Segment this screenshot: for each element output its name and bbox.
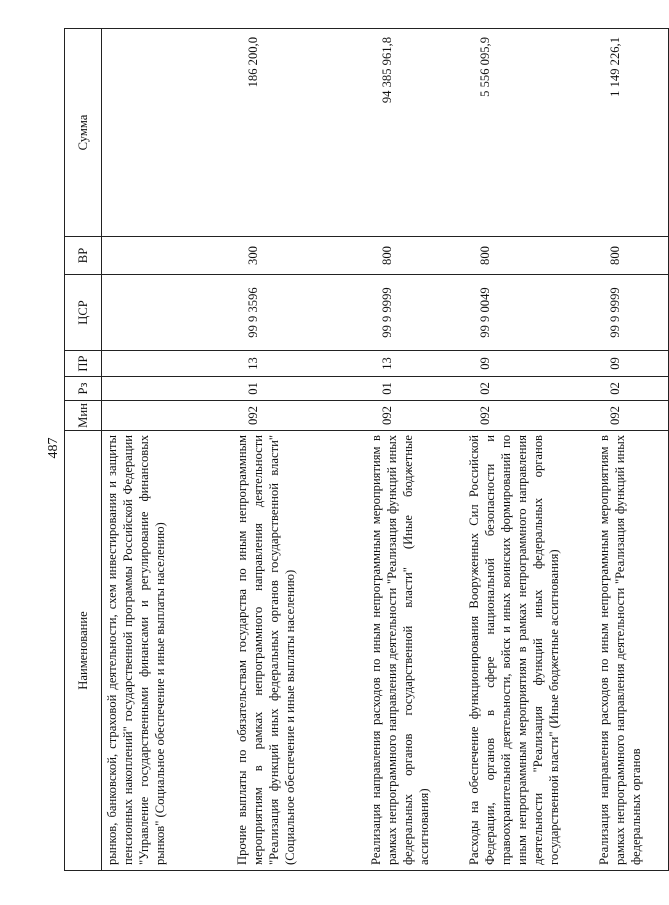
- row-vr: 800: [464, 237, 594, 275]
- row-sum: [102, 29, 233, 237]
- row-min: 092: [594, 401, 669, 431]
- row-min: 092: [366, 401, 464, 431]
- row-name: Расходы на обеспечение функционирования Вооруженных Сил Российской Федерации, органов в сфере национальной безопасности и правоохранительной деятельности, войск и иных воинских формирований по иным непрограммным мероприятиям в рамках непрограммного направления деятельности "Реализация функций иных федеральных органов государственной власти" (Иные бюджетные ассигнования): [464, 431, 594, 871]
- row-pr: 09: [594, 351, 669, 377]
- row-pr: 09: [464, 351, 594, 377]
- row-min: 092: [464, 401, 594, 431]
- table-row: [594, 29, 669, 871]
- row-csr: 99 9 9999: [366, 275, 464, 351]
- header-sum: Сумма: [65, 29, 102, 237]
- header-name: Наименование: [65, 431, 102, 871]
- row-min: 092: [232, 401, 366, 431]
- row-rz: 02: [464, 377, 594, 401]
- row-min: [102, 401, 233, 431]
- table-row: [232, 29, 366, 871]
- page-number: 487: [46, 437, 61, 459]
- row-csr: 99 9 0049: [464, 275, 594, 351]
- header-pr: ПР: [65, 351, 102, 377]
- row-name: рынков, банковской, страховой деятельности, схем инвестирования и защиты пенсионных накоплений" государственной программы Российской Федерации "Управление государственными финансами и регулирование финансовых рынков" (Социальное обеспечение и иные выплаты населению): [102, 431, 233, 871]
- header-rz: Рз: [65, 377, 102, 401]
- row-sum: 94 385 961,8: [366, 29, 464, 237]
- header-min: Мин: [65, 401, 102, 431]
- row-vr: [102, 237, 233, 275]
- row-sum: 1 149 226,1: [594, 29, 669, 237]
- row-sum: 186 200,0: [232, 29, 366, 237]
- row-csr: 99 9 3596: [232, 275, 366, 351]
- table-row: [102, 29, 233, 871]
- budget-table: [64, 28, 669, 871]
- table-row: [464, 29, 594, 871]
- row-pr: 13: [232, 351, 366, 377]
- row-pr: [102, 351, 233, 377]
- row-vr: 800: [594, 237, 669, 275]
- row-rz: 01: [232, 377, 366, 401]
- row-name: Прочие выплаты по обязательствам государства по иным непрограммным мероприятиям в рамках непрограммного направления деятельности "Реализация функций иных федеральных органов государственной власти" (Социальное обеспечение и иные выплаты населению): [232, 431, 366, 871]
- budget-table-wrapper: [64, 29, 643, 871]
- header-vr: ВР: [65, 237, 102, 275]
- row-rz: 02: [594, 377, 669, 401]
- header-csr: ЦСР: [65, 275, 102, 351]
- row-rz: [102, 377, 233, 401]
- row-sum: 5 556 095,9: [464, 29, 594, 237]
- row-vr: 800: [366, 237, 464, 275]
- row-rz: 01: [366, 377, 464, 401]
- row-csr: [102, 275, 233, 351]
- row-name: Реализация направления расходов по иным непрограммным мероприятиям в рамках непрограммного направления деятельности "Реализация функций иных федеральных органов государственной власти" (Иные бюджетные ассигнования): [366, 431, 464, 871]
- row-csr: 99 9 9999: [594, 275, 669, 351]
- table-header-row: [65, 29, 102, 871]
- row-name: Реализация направления расходов по иным непрограммным мероприятиям в рамках непрограммного направления деятельности "Реализация функций иных федеральных органов: [594, 431, 669, 871]
- table-row: [366, 29, 464, 871]
- row-pr: 13: [366, 351, 464, 377]
- row-vr: 300: [232, 237, 366, 275]
